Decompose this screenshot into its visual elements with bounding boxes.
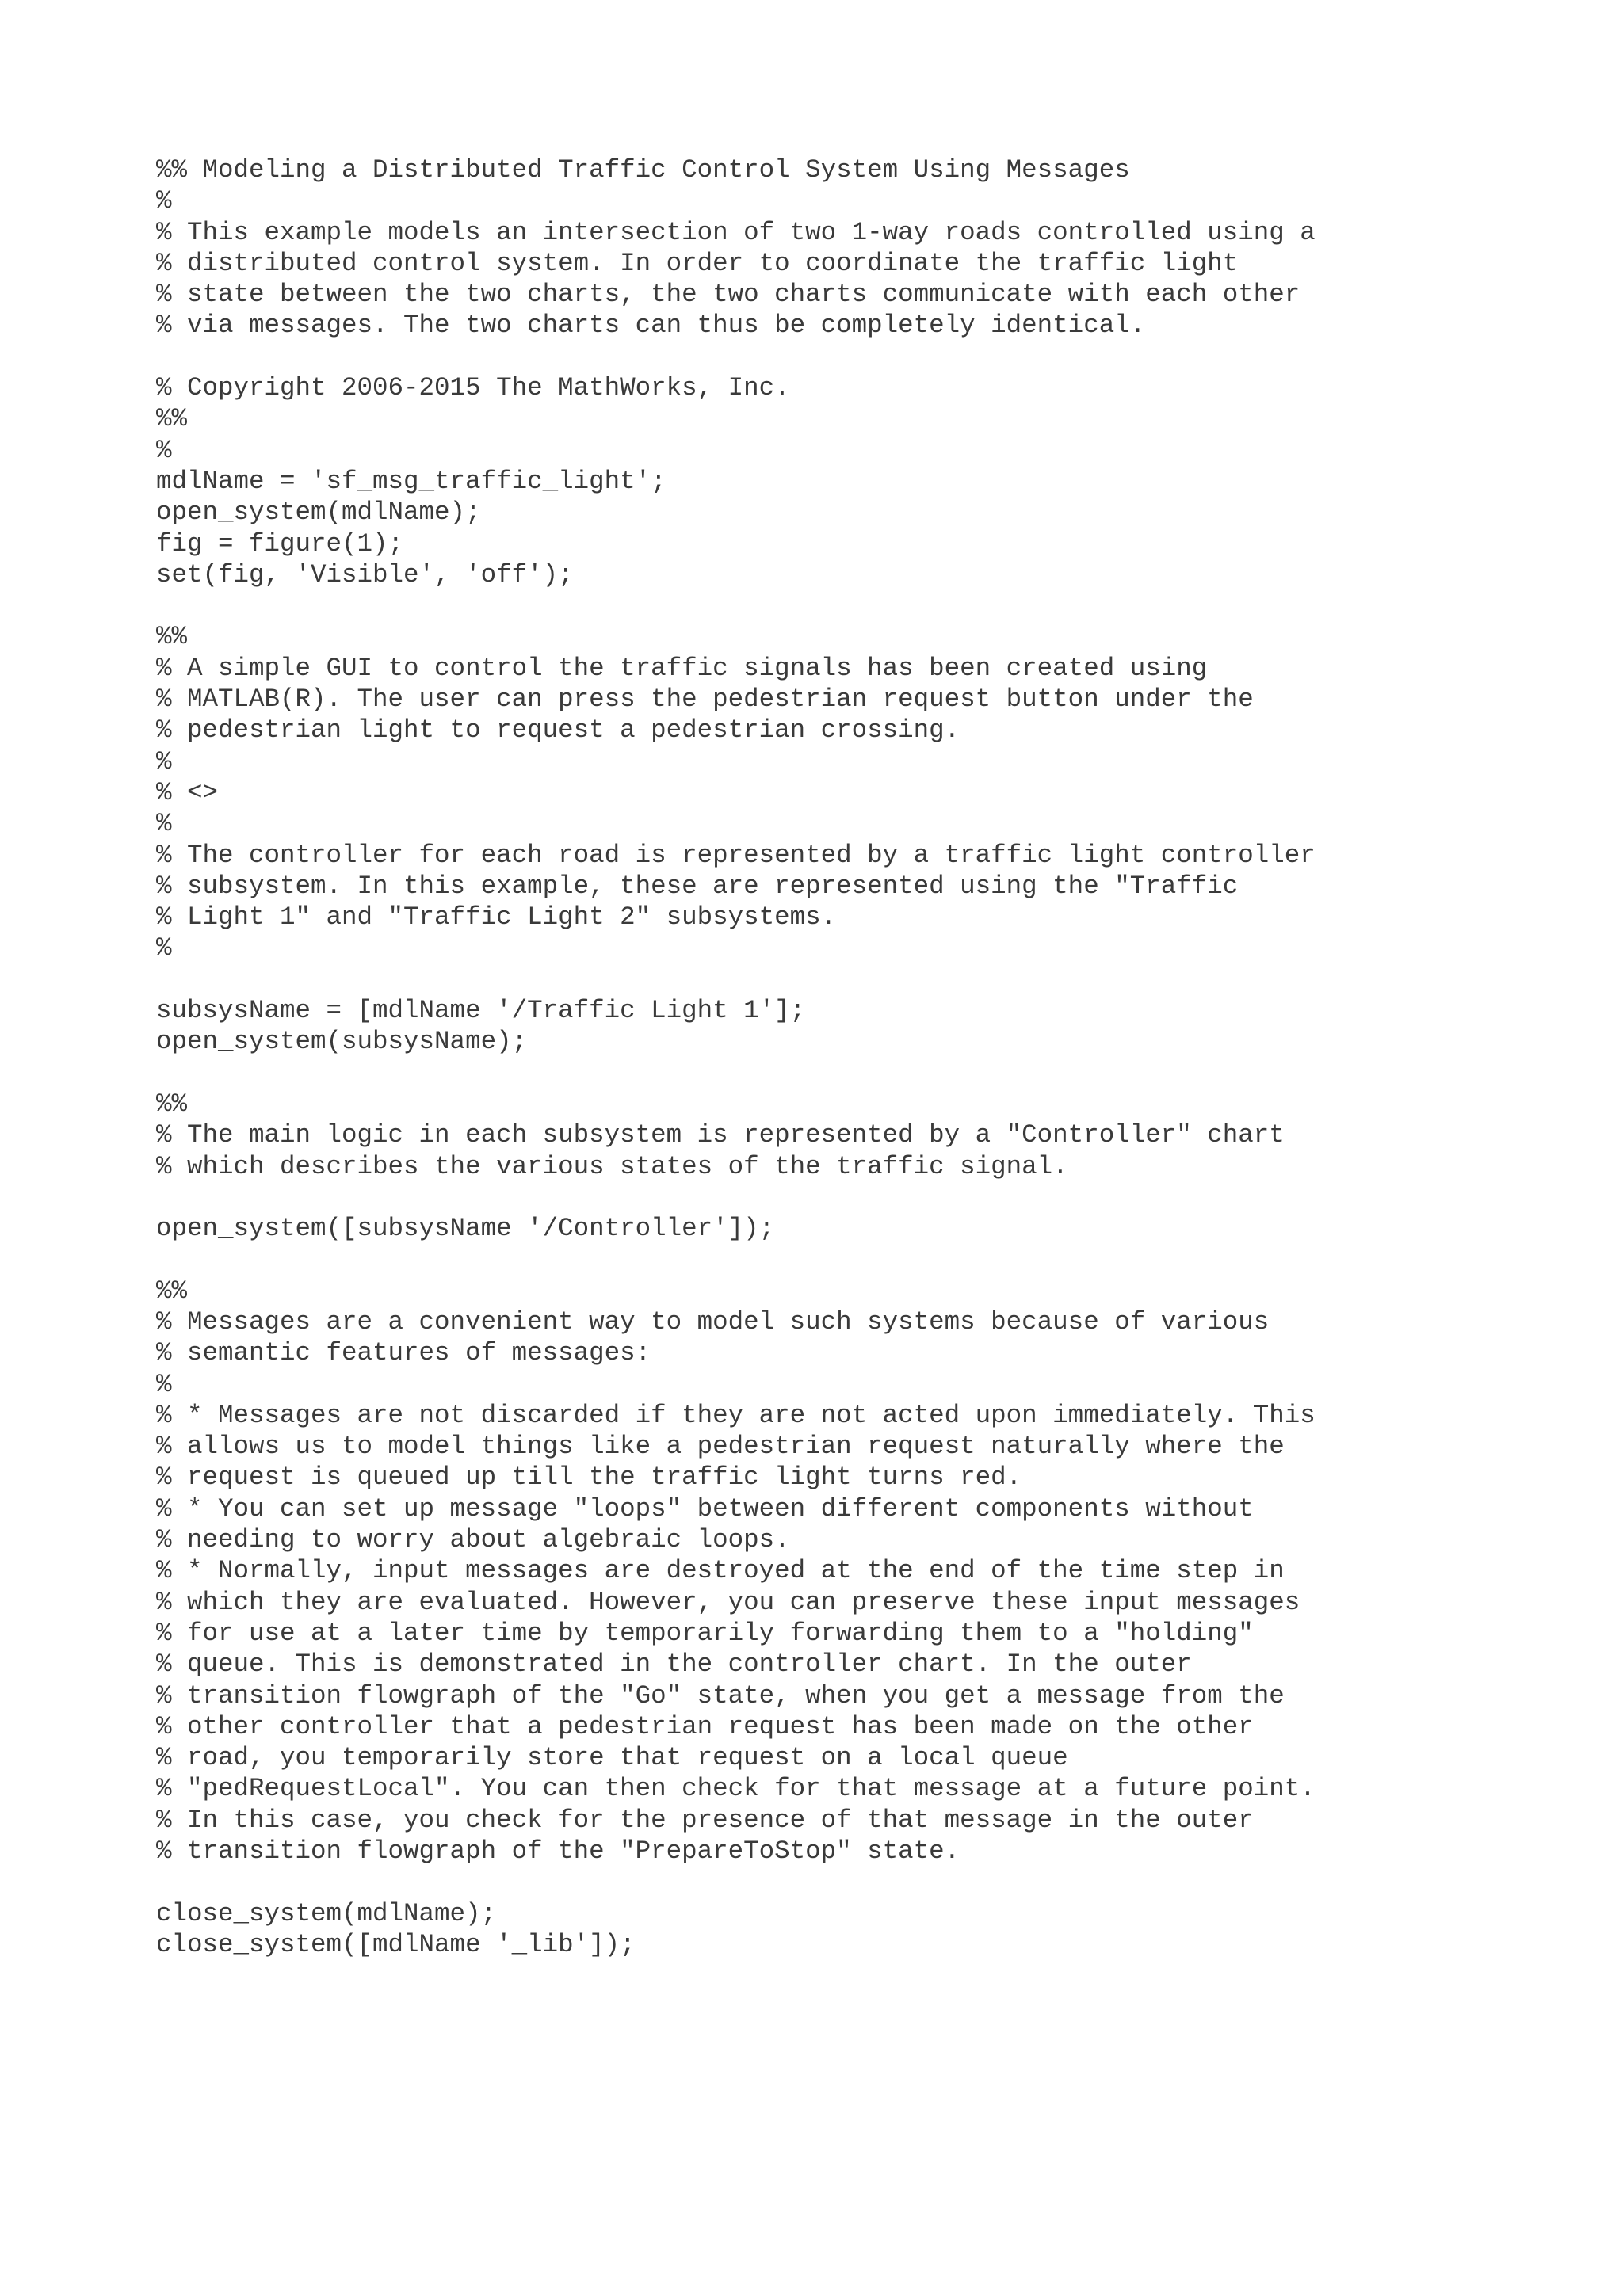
code-line: set(fig, 'Visible', 'off');: [156, 559, 574, 589]
code-line: % which they are evaluated. However, you can preserve these input messages: [156, 1587, 1300, 1617]
code-line: % for use at a later time by temporarily forwarding them to a "holding": [156, 1618, 1254, 1648]
code-line: % pedestrian light to request a pedestrian crossing.: [156, 715, 960, 746]
code-line: % The controller for each road is represented by a traffic light controller: [156, 840, 1316, 870]
code-line: %% Modeling a Distributed Traffic Control System Using Messages: [156, 155, 1130, 185]
code-line: subsysName = [mdlName '/Traffic Light 1'];: [156, 996, 806, 1026]
code-line: %: [156, 933, 172, 963]
code-line: % state between the two charts, the two charts communicate with each other: [156, 280, 1300, 310]
code-line: [156, 341, 1598, 372]
code-line: % The main logic in each subsystem is represented by a "Controller" chart: [156, 1120, 1285, 1150]
code-line: %: [156, 435, 172, 465]
code-line: % distributed control system. In order to coordinate the traffic light: [156, 248, 1239, 278]
code-line: % * Messages are not discarded if they are not acted upon immediately. This: [156, 1400, 1316, 1430]
code-line: % road, you temporarily store that request on a local queue: [156, 1743, 1068, 1773]
code-line: % Messages are a convenient way to model such systems because of various: [156, 1306, 1270, 1337]
code-line: % request is queued up till the traffic light turns red.: [156, 1463, 1022, 1493]
code-line: % transition flowgraph of the "PrepareToStop" state.: [156, 1836, 960, 1867]
code-line: %: [156, 186, 172, 216]
code-line: [156, 590, 1598, 621]
code-line: % other controller that a pedestrian request has been made on the other: [156, 1711, 1254, 1741]
code-line: % This example models an intersection of two 1-way roads controlled using a: [156, 217, 1316, 247]
code-line: [156, 964, 1598, 995]
code-line: %%: [156, 404, 188, 434]
code-line: % MATLAB(R). The user can press the pedestrian request button under the: [156, 685, 1254, 715]
code-line: %: [156, 746, 172, 776]
code-line: [156, 1182, 1598, 1213]
code-line: %: [156, 809, 172, 839]
code-line: mdlName = 'sf_msg_traffic_light';: [156, 466, 666, 496]
code-line: % allows us to model things like a pedestrian request naturally where the: [156, 1432, 1285, 1462]
code-line: [156, 1244, 1598, 1275]
code-line: %%: [156, 1089, 188, 1119]
code-line: % "pedRequestLocal". You can then check for that message at a future point.: [156, 1774, 1316, 1804]
code-line: %%: [156, 1276, 188, 1306]
code-line: open_system(mdlName);: [156, 498, 481, 528]
code-line: %: [156, 1369, 172, 1399]
code-line: % needing to worry about algebraic loops.: [156, 1525, 790, 1555]
code-line: close_system(mdlName);: [156, 1898, 497, 1928]
code-line: % In this case, you check for the presence of that message in the outer: [156, 1805, 1254, 1835]
code-line: % semantic features of messages:: [156, 1338, 651, 1368]
code-line: % Light 1" and "Traffic Light 2" subsystems.: [156, 902, 837, 933]
code-line: close_system([mdlName '_lib']);: [156, 1929, 636, 1959]
code-line: open_system(subsysName);: [156, 1027, 528, 1057]
code-line: fig = figure(1);: [156, 528, 404, 559]
code-line: % * Normally, input messages are destroyed at the end of the time step in: [156, 1556, 1285, 1586]
code-listing: [156, 154, 1598, 1960]
code-line: % queue. This is demonstrated in the controller chart. In the outer: [156, 1650, 1192, 1680]
code-line: open_system([subsysName '/Controller']);: [156, 1214, 775, 1244]
code-line: %%: [156, 622, 188, 652]
code-line: % via messages. The two charts can thus be completely identical.: [156, 311, 1146, 341]
code-line: [156, 1058, 1598, 1089]
code-line: % transition flowgraph of the "Go" state, when you get a message from the: [156, 1680, 1285, 1711]
code-line: % A simple GUI to control the traffic signals has been created using: [156, 653, 1208, 683]
code-line: [156, 1867, 1598, 1897]
code-line: % Copyright 2006-2015 The MathWorks, Inc.: [156, 373, 790, 403]
code-line: % * You can set up message "loops" between different components without: [156, 1493, 1254, 1524]
code-line: % subsystem. In this example, these are represented using the "Traffic: [156, 871, 1239, 901]
code-line: % which describes the various states of the traffic signal.: [156, 1151, 1068, 1181]
code-line: % <>: [156, 777, 219, 807]
